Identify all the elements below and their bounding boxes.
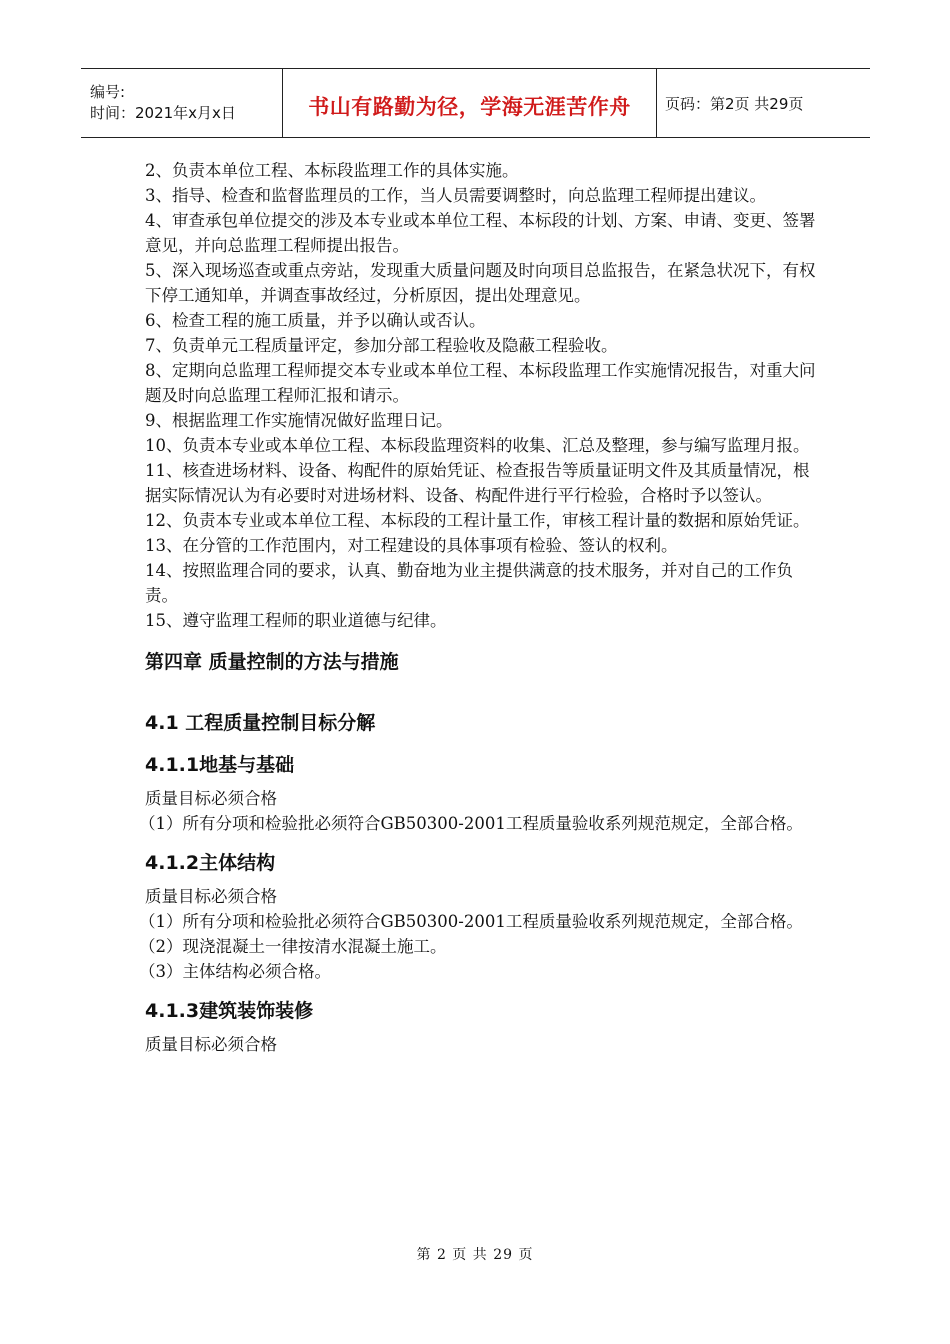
duty-item: 8、定期向总监理工程师提交本专业或本单位工程、本标段监理工作实施情况报告，对重大问题及时向总监理工程师汇报和请示。 (145, 361, 816, 405)
header-motto: 书山有路勤为径，学海无涯苦作舟 (308, 95, 631, 119)
duty-item: 12、负责本专业或本单位工程、本标段的工程计量工作，审核工程计量的数据和原始凭证。 (145, 511, 810, 530)
requirement-item: （1）所有分项和检验批必须符合GB50300-2001工程质量验收系列规范规定，全部合格。 (139, 814, 803, 833)
header-page-cell (657, 69, 870, 137)
page-footer: 第 2 页 共 29 页 (416, 1247, 534, 1263)
duty-item: 11、核查进场材料、设备、构配件的原始凭证、检查报告等质量证明文件及其质量情况，根据实际情况认为有必要时对进场材料、设备、构配件进行平行检验，合格时予以签认。 (145, 461, 810, 505)
duty-item: 7、负责单元工程质量评定，参加分部工程验收及隐蔽工程验收。 (145, 336, 618, 355)
chapter-title: 第四章 质量控制的方法与措施 (145, 651, 399, 673)
subsection-title: 4.1.3建筑装饰装修 (145, 1000, 314, 1022)
duty-item: 4、审查承包单位提交的涉及本专业或本单位工程、本标段的计划、方案、申请、变更、签署意见，并向总监理工程师提出报告。 (145, 211, 816, 255)
header-page-number: 页码：第2页 共29页 (665, 94, 804, 113)
document-number-label: 编号: (90, 83, 126, 101)
duty-item: 2、负责本单位工程、本标段监理工作的具体实施。 (145, 161, 519, 180)
duty-item: 15、遵守监理工程师的职业道德与纪律。 (145, 611, 447, 630)
requirement-item: （1）所有分项和检验批必须符合GB50300-2001工程质量验收系列规范规定，全部合格。 (139, 912, 803, 931)
quality-goal: 质量目标必须合格 (145, 887, 277, 906)
duty-item: 14、按照监理合同的要求，认真、勤奋地为业主提供满意的技术服务，并对自己的工作负责。 (145, 561, 793, 605)
duty-item: 6、检查工程的施工质量，并予以确认或否认。 (145, 311, 486, 330)
document-body (139, 158, 825, 1057)
duty-item: 3、指导、检查和监督监理员的工作，当人员需要调整时，向总监理工程师提出建议。 (145, 186, 766, 205)
quality-goal: 质量目标必须合格 (145, 1035, 277, 1054)
duty-item: 13、在分管的工作范围内，对工程建设的具体事项有检验、签认的权利。 (145, 536, 678, 555)
duty-item: 9、根据监理工作实施情况做好监理日记。 (145, 411, 453, 430)
subsection-title: 4.1.2主体结构 (145, 852, 276, 874)
header-motto-cell (283, 69, 657, 137)
page-header (81, 68, 870, 138)
duty-item: 10、负责本专业或本单位工程、本标段监理资料的收集、汇总及整理，参与编写监理月报。 (145, 436, 810, 455)
duty-item: 5、深入现场巡查或重点旁站，发现重大质量问题及时向项目总监报告，在紧急状况下，有权下停工通知单，并调查事故经过，分析原因，提出处理意见。 (145, 261, 816, 305)
subsection-title: 4.1.1地基与基础 (145, 754, 295, 776)
requirement-item: （3）主体结构必须合格。 (139, 962, 331, 981)
quality-goal: 质量目标必须合格 (145, 789, 277, 808)
document-date-label: 时间：2021年x月x日 (90, 104, 236, 122)
section-title: 4.1 工程质量控制目标分解 (145, 712, 376, 734)
requirement-item: （2）现浇混凝土一律按清水混凝土施工。 (139, 937, 447, 956)
header-meta (81, 69, 283, 137)
